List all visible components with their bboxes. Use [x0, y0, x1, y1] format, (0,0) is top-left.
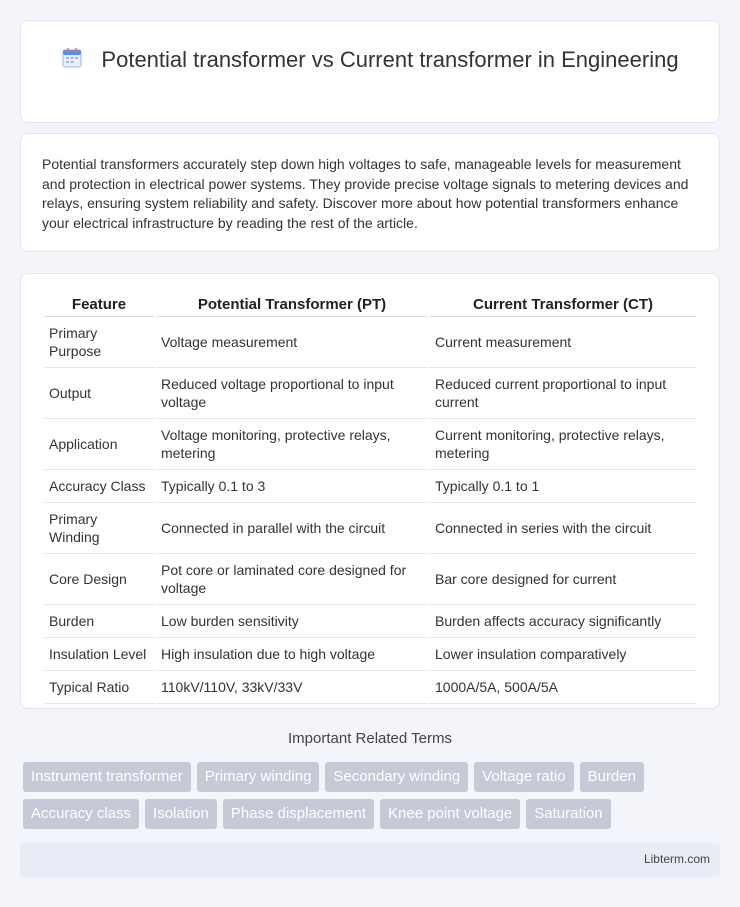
row-feature: Accuracy Class	[44, 470, 154, 503]
comparison-table	[42, 292, 698, 704]
row-feature: Core Design	[44, 554, 154, 605]
intro-paragraph: Potential transformers accurately step down high voltages to safe, manageable levels for measurement and protection in electrical power systems. They provide precise voltage signals to metering devices and relays, ensuring system reliability and safety. Discover more about how potential transformers enhance your electrical infrastructure by reading the rest of the article.	[42, 156, 689, 231]
row-pt: Reduced voltage proportional to input voltage	[156, 368, 428, 419]
related-terms-tags	[23, 762, 723, 836]
row-pt: Voltage monitoring, protective relays, metering	[156, 419, 428, 470]
table-row	[44, 503, 696, 554]
row-pt: Typically 0.1 to 3	[156, 470, 428, 503]
row-feature: Primary Winding	[44, 503, 154, 554]
table-row	[44, 671, 696, 704]
header-pt: Potential Transformer (PT)	[156, 292, 428, 317]
tag-instrument-transformer[interactable]: Instrument transformer	[23, 762, 191, 792]
tag-secondary-winding[interactable]: Secondary winding	[325, 762, 468, 792]
row-ct: Current measurement	[430, 317, 696, 368]
tag-knee-point-voltage[interactable]: Knee point voltage	[380, 799, 520, 829]
related-terms-title: Important Related Terms	[288, 730, 452, 747]
table-row	[44, 317, 696, 368]
header-ct: Current Transformer (CT)	[430, 292, 696, 317]
row-feature: Application	[44, 419, 154, 470]
row-feature: Typical Ratio	[44, 671, 154, 704]
table-row	[44, 419, 696, 470]
tag-phase-displacement[interactable]: Phase displacement	[223, 799, 374, 829]
calendar-icon	[61, 47, 83, 69]
row-pt: Voltage measurement	[156, 317, 428, 368]
row-pt: Low burden sensitivity	[156, 605, 428, 638]
row-feature: Output	[44, 368, 154, 419]
row-feature: Primary Purpose	[44, 317, 154, 368]
table-row	[44, 470, 696, 503]
tag-isolation[interactable]: Isolation	[145, 799, 217, 829]
page-title-wrap	[61, 45, 679, 74]
row-ct: Current monitoring, protective relays, metering	[430, 419, 696, 470]
intro-card	[20, 133, 720, 252]
tag-row	[23, 762, 723, 792]
row-ct: Reduced current proportional to input current	[430, 368, 696, 419]
row-pt: Connected in parallel with the circuit	[156, 503, 428, 554]
row-ct: Lower insulation comparatively	[430, 638, 696, 671]
table-row	[44, 605, 696, 638]
row-ct: Connected in series with the circuit	[430, 503, 696, 554]
footer-site-link[interactable]: Libterm.com	[643, 852, 710, 866]
tag-primary-winding[interactable]: Primary winding	[197, 762, 320, 792]
row-pt: Pot core or laminated core designed for voltage	[156, 554, 428, 605]
table-row	[44, 554, 696, 605]
table-header-row	[44, 292, 696, 317]
row-feature: Insulation Level	[44, 638, 154, 671]
tag-voltage-ratio[interactable]: Voltage ratio	[474, 762, 573, 792]
row-ct: 1000A/5A, 500A/5A	[430, 671, 696, 704]
footer	[20, 843, 720, 877]
comparison-card	[20, 273, 720, 709]
row-ct: Burden affects accuracy significantly	[430, 605, 696, 638]
page-title: Potential transformer vs Current transformer in Engineering	[101, 47, 679, 72]
row-pt: 110kV/110V, 33kV/33V	[156, 671, 428, 704]
table-row	[44, 638, 696, 671]
table-row	[44, 368, 696, 419]
title-card	[20, 20, 720, 123]
row-feature: Burden	[44, 605, 154, 638]
row-ct: Bar core designed for current	[430, 554, 696, 605]
tag-saturation[interactable]: Saturation	[526, 799, 610, 829]
header-feature: Feature	[44, 292, 154, 317]
tag-burden[interactable]: Burden	[580, 762, 644, 792]
row-pt: High insulation due to high voltage	[156, 638, 428, 671]
row-ct: Typically 0.1 to 1	[430, 470, 696, 503]
tag-row	[23, 799, 723, 829]
tag-accuracy-class[interactable]: Accuracy class	[23, 799, 139, 829]
